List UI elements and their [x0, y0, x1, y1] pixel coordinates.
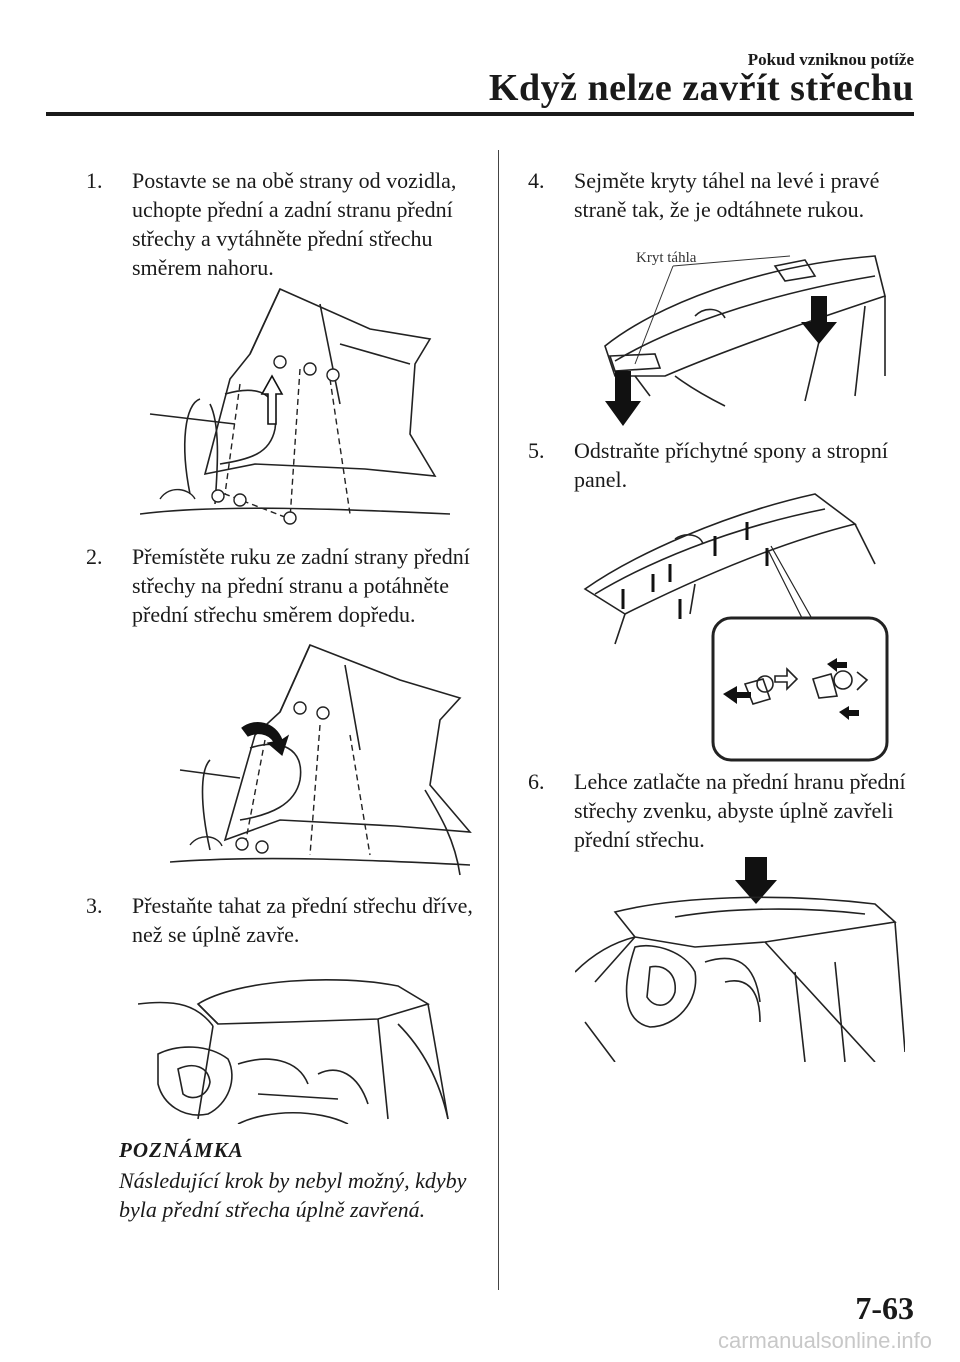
step-text: Lehce zatlačte na přední hranu přední střechy zvenku, abyste úplně zavřeli přední střechu. [574, 769, 906, 852]
step-number: 4. [528, 168, 545, 193]
callout-link-cover: Kryt táhla [636, 250, 697, 266]
figure-link-covers [575, 236, 895, 436]
note-text: Následující krok by nebyl možný, kdyby byla přední střecha úplně zavřená. [119, 1168, 467, 1222]
page-number: 7-63 [855, 1290, 914, 1326]
step-number: 5. [528, 438, 545, 463]
step-4 [528, 166, 928, 224]
step-2 [86, 542, 486, 629]
figure-push-front-edge [575, 852, 905, 1062]
step-text: Přemístěte ruku ze zadní strany přední střechy na přední stranu a potáhněte přední střechu směrem dopředu. [132, 544, 470, 627]
step-text: Přestaňte tahat za přední střechu dříve, než se úplně zavře. [132, 893, 473, 947]
section-title: Pokud vzniknou potíže [747, 50, 914, 69]
step-number: 2. [86, 544, 103, 569]
figure-lift-front-roof [140, 284, 460, 534]
step-6 [528, 767, 928, 854]
step-text: Postavte se na obě strany od vozidla, uchopte přední a zadní stranu přední střechy a vytáhněte přední střechu směrem nahoru. [132, 168, 457, 280]
step-number: 3. [86, 893, 103, 918]
step-text: Odstraňte příchytné spony a stropní panel. [574, 438, 889, 492]
column-divider [498, 150, 499, 1290]
figure-pull-front-roof [170, 640, 480, 880]
header-rule [46, 112, 914, 116]
figure-clips-and-panel [575, 484, 895, 764]
step-1 [86, 166, 486, 282]
step-number: 6. [528, 769, 545, 794]
page-title: Když nelze zavřít střechu [488, 67, 914, 109]
watermark: carmanualsonline.info [717, 1328, 932, 1353]
figure-roof-nearly-closed [138, 964, 458, 1124]
note-title: POZNÁMKA [119, 1138, 244, 1162]
step-number: 1. [86, 168, 103, 193]
step-text: Sejměte kryty táhel na levé i pravé straně tak, že je odtáhnete rukou. [574, 168, 880, 222]
step-3 [86, 891, 486, 949]
